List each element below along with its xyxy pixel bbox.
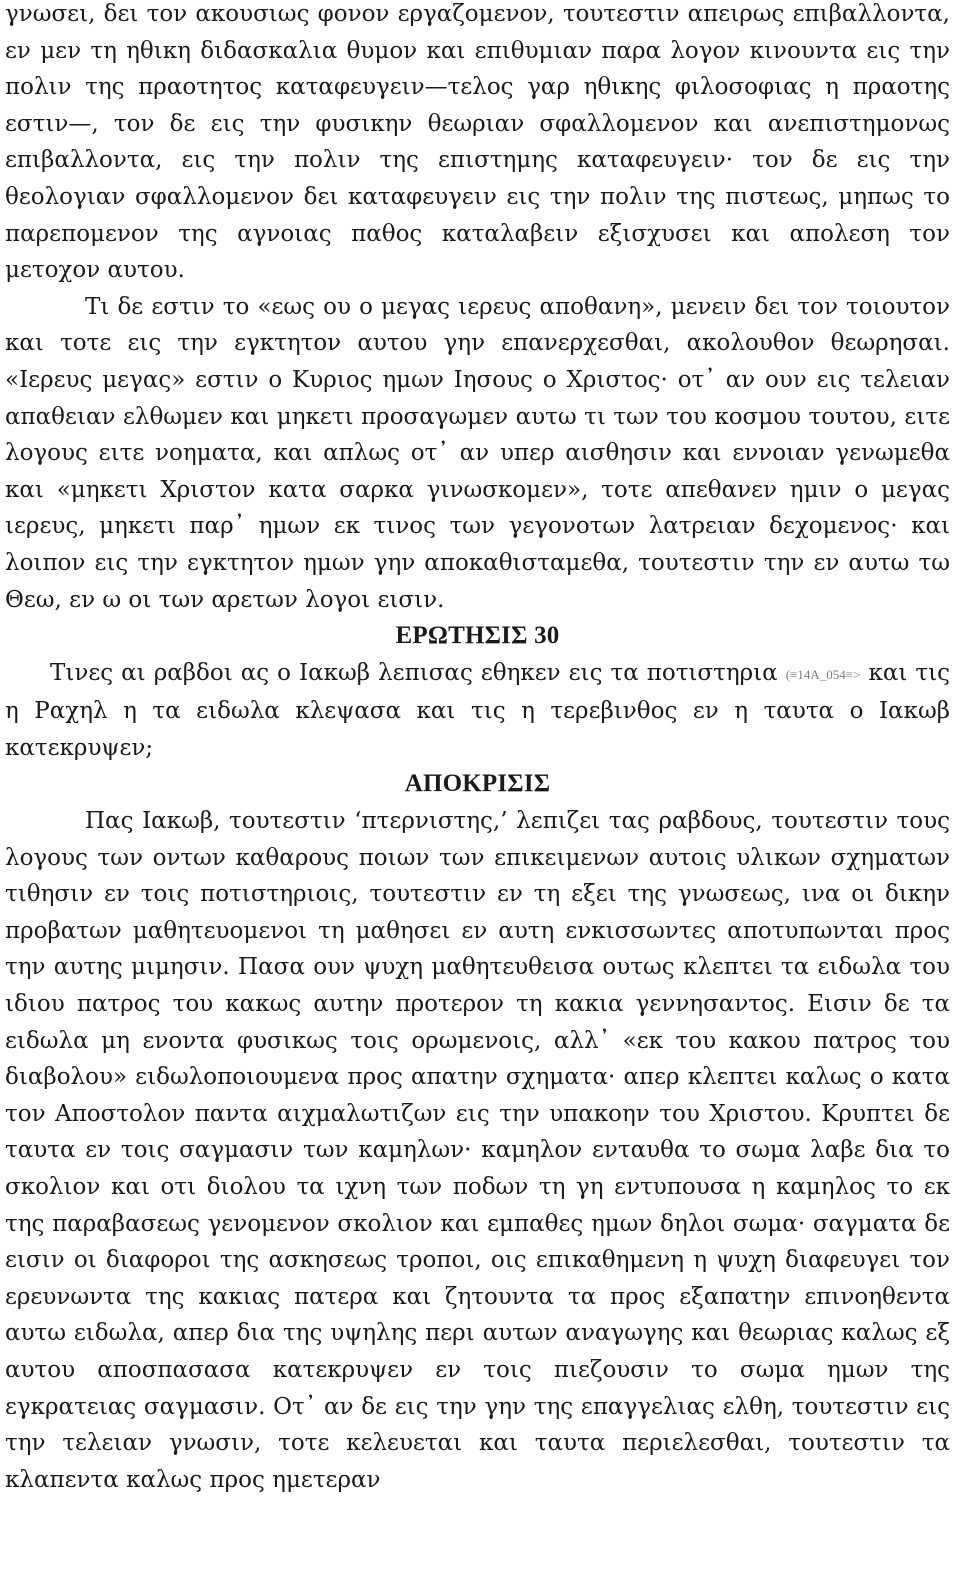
question-paragraph xyxy=(5,655,950,767)
question-heading: ΕΡΩΤΗΣΙΣ 30 xyxy=(395,622,560,650)
paragraph-high-priest: Τι δε εστιν το «εως ου ο μεγας ιερευς αποθανη», μενειν δει τον τοιουτον και τοτε εις την εγκτητον αυτου γην επανερχεσθαι, ακολουθον θεωρησαι. «Ιερευς μεγας» εστιν ο Κυριος ημων Ιησους ο Χριστος· οτ᾽ αν ουν εις τελειαν απαθειαν ελθωμεν και μηκετι προσαγωμεν αυτω τι των του κοσμου τουτου, ειτε λογους ειτε νοηματα, και απλως οτ᾽ αν υπερ αισθησιν και εννοιαν γενωμεθα και «μηκετι Χριστον κατα σαρκα γινωσκομεν», τοτε απεθανεν ημιν ο μεγας ιερευς, μηκετι παρ᾽ ημων εκ τινος των γεγονοτων λατρειαν δεχομενος· και λοιπον εις την εγκτητον ημων γην αποκαθισταμεθα, τουτεστιν την εν αυτω τω Θεω, εν ω οι των αρετων λογοι εισιν. xyxy=(5,293,950,613)
question-text-after: και τις η Ραχηλ η τα ειδωλα κλεψασα και τις η τερεβινθος εν η ταυτα ο Ιακωβ κατεκρυψεν; xyxy=(5,659,950,761)
answer-heading: ΑΠΟΚΡΙΣΙΣ xyxy=(404,770,551,798)
answer-paragraph: Πας Ιακωβ, τουτεστιν ‘πτερνιστης,’ λεπιζει τας ραβδους, τουτεστιν τους λογους των οντων καθαρους ποιων των επικειμενων αυτοις υλικων σχηματων τιθησιν εν τοις ποτιστηριοις, τουτεστιν εν τη εξει της γνωσεως, ινα οι δικην προβατων μαθητευομενοι τη μαθησει εν αυτη ενκισσωντες αποτυπωνται προς την αυτης μιμησιν. Πασα ουν ψυχη μαθητευθεισα ουτως κλεπτει τα ειδωλα του ιδιου πατρος του κακως αυτην προτερον τη κακια γεννησαντος. Εισιν δε τα ειδωλα μη ενοντα φυσικως τοις ορωμενοις, αλλ᾽ «εκ του κακου πατρος του διαβολου» ειδωλοποιουμενα προς απατην σχηματα· απερ κλεπτει καλως ο κατα τον Αποστολον παντα αιχμαλωτιζων εις την υπακοην του Χριστου. Κρυπτει δε ταυτα εν τοις σαγμασιν των καμηλων· καμηλον ενταυθα το σωμα λαβε δια το σκολιον και οτι διολου τα ιχνη των ποδων τη γη εντυπουσα η καμηλος το εκ της παραβασεως γενομενον σκολιον και εμπαθες ημων δηλοι σωμα· σαγματα δε εισιν οι διαφοροι της ασκησεως τροποι, οις επικαθημενη η ψυχη διαφευγει τον ερευνωντα της κακιας πατερα και ζητουντα τα προς εξαπατην επινοηθεντα αυτω ειδωλα, απερ δια της υψηλης περι αυτων αναγωγης και θεωριας καλως εξ αυτου αποσπασασα κατεκρυψεν εν τοις πιεζουσιν το σωμα ημων της εγκρατειας σαγμασιν. Οτ᾽ αν δε εις την γην της επαγγελιας ελθη, τουτεστιν εις την τελειαν γνωσιν, τοτε κελευεται και ταυτα περιελεσθαι, τουτεστιν τα κλαπεντα καλως προς ημετεραν xyxy=(5,808,950,1493)
paragraph-continued: γνωσει, δει τον ακουσιως φονον εργαζομενον, τουτεστιν απειρως επιβαλλοντα, εν μεν τη ηθικη διδασκαλια θυμον και επιθυμιαν παρα λογον κινουντα εις την πολιν της πραοτητος καταφευγειν—τελος γαρ ηθικης φιλοσοφιας η πραοτης εστιν—, τον δε εις την φυσικην θεωριαν σφαλλομενον και ανεπιστημονως επιβαλλοντα, εις την πολιν της επιστημης καταφευγειν· τον δε εις την θεολογιαν σφαλλομενον δει καταφευγειν εις την πολιν της πιστεως, μηπως το παρεπομενον της αγνοιας παθος καταλαβειν εξισχυσει και απολεση τον μετοχον αυτου. xyxy=(5,1,950,284)
page-marker: (≡14A_054≡> xyxy=(785,666,861,682)
question-text-before: Τινες αι ραβδοι ας ο Ιακωβ λεπισας εθηκεν εις τα ποτιστηρια xyxy=(50,659,786,686)
